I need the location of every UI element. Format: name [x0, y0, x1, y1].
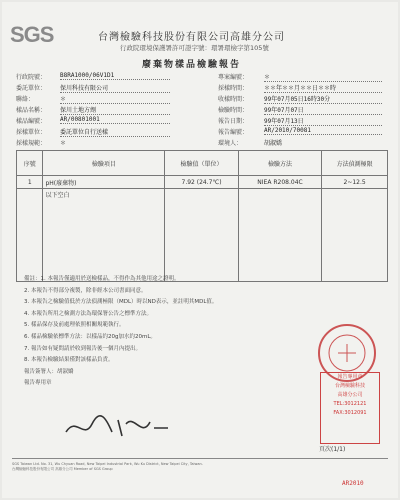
info-value: ＊＊年＊＊月＊＊日＊＊時 [264, 83, 382, 93]
info-value: AR/00801001 [60, 116, 170, 124]
footer-divider [12, 458, 388, 459]
note-line: 6. 樣品檢驗依標準方法：以樣品約20g加水約20mL。 [24, 333, 156, 340]
signature-image [62, 410, 172, 444]
info-value: ＊ [60, 140, 67, 147]
info-label: 採樣規範： [16, 140, 47, 147]
info-value: 胡淑嬌 [264, 140, 283, 147]
note-line: 備註：1. 本報告僅適用於送檢樣品，不得作為其他用途之證明。 [24, 276, 180, 282]
info-label: 收樣時間： [218, 96, 249, 103]
info-label: 報告編號： [218, 129, 249, 136]
info-value: 保川科技有限公司 [60, 83, 170, 93]
report-title: 廢棄物樣品檢驗報告 [142, 60, 242, 70]
info-value: B8RA1000/06V1D1 [60, 72, 170, 80]
info-label: 委託單位： [16, 85, 47, 92]
note-line: 3. 本報告之檢驗值低於方法偵測極限（MDL）時以ND表示，並註明其MDL值。 [24, 299, 218, 306]
cell-limit: 2~12.5 [322, 176, 388, 189]
cell-value: 7.92 (24.7℃) [165, 176, 239, 189]
note-line: 2. 本報告不得部分複製，除非經本公司書面同意。 [24, 287, 147, 294]
info-label: 採樣時間： [218, 85, 249, 92]
col-limit: 方法偵測極限 [322, 151, 388, 176]
info-value: ＊ [264, 72, 382, 82]
company-name: 台灣檢驗科技股份有限公司高雄分公司 [98, 32, 285, 43]
note-line: 報告簽署人：胡淑嬌 [24, 368, 74, 375]
info-label: 採樣單位： [16, 129, 47, 136]
footer-line: SGS Taiwan Ltd. No. 31, Wu Chyuan Road, New Taipei Industrial Park, Wu Ku District, New Taipei City, Taiwan. [12, 462, 203, 466]
info-label: 聯絡： [16, 96, 35, 103]
info-value: 99年07月13日 [264, 116, 382, 126]
info-label: 樣品名稱： [16, 107, 47, 114]
report-page [2, 2, 398, 498]
note-line: 7. 報告如有疑問請於收到報告後一個月內提出。 [24, 345, 141, 352]
info-value: 保川土地方劑 [60, 105, 170, 115]
col-no: 序號 [17, 151, 43, 176]
note-line: 報告專用章 [24, 380, 52, 387]
col-method: 檢驗方法 [238, 151, 321, 176]
report-stamp [320, 372, 380, 444]
cell-item: pH(廢棄物) [43, 176, 165, 189]
info-label: 報告日期： [218, 118, 249, 125]
results-table [16, 150, 388, 282]
serial-number: AR2010 [342, 480, 364, 487]
table-row-end [17, 189, 388, 282]
info-value: 99年07月05日16時30分 [264, 94, 382, 104]
stamp-line: 高雄分公司 [337, 392, 363, 398]
note-line: 4. 本報告所用之檢測方法為環保署公告之標準方法。 [24, 310, 152, 317]
footer-line: 台灣檢驗科技股份有限公司 高雄分公司 Member of SGS Group [12, 467, 113, 471]
cell-method: NIEA R208.04C [238, 176, 321, 189]
stamp-line: 報告專用章 [337, 374, 363, 380]
note-line: 5. 樣品保存及前處理依照相關規範執行。 [24, 322, 125, 329]
info-label: 行政院號： [16, 74, 47, 81]
info-value: 99年07月07日 [264, 105, 382, 115]
stamp-line: TEL:3012121 [333, 401, 367, 407]
end-note: 以下空白 [43, 189, 165, 282]
note-line: 8. 本報告檢驗結果僅對該樣品負責。 [24, 357, 114, 364]
info-label: 環境人： [218, 140, 243, 147]
cell-no: 1 [17, 176, 43, 189]
info-label: 專案編號： [218, 74, 249, 81]
notes-section [24, 274, 344, 390]
sgs-logo: SGS [10, 22, 62, 48]
info-value: 委託單位自行送樣 [60, 127, 170, 137]
info-label: 樣品編號： [16, 118, 47, 125]
license-number: 行政院環境保護署許可證字號：環署環檢字第105號 [120, 44, 269, 52]
col-item: 檢驗項目 [43, 151, 165, 176]
col-value: 檢驗值（單位） [165, 151, 239, 176]
stamp-line: 台灣檢驗科技 [334, 383, 365, 389]
info-value: ＊ [60, 94, 170, 104]
stamp-line: FAX:3012091 [333, 410, 367, 416]
table-row [17, 176, 388, 189]
table-header-row [17, 151, 388, 176]
info-value: AR/2010/70081 [264, 127, 382, 135]
footer-text [12, 462, 392, 472]
page-number: 頁次(1/1) [319, 446, 346, 453]
info-label: 檢驗時間： [218, 107, 249, 114]
